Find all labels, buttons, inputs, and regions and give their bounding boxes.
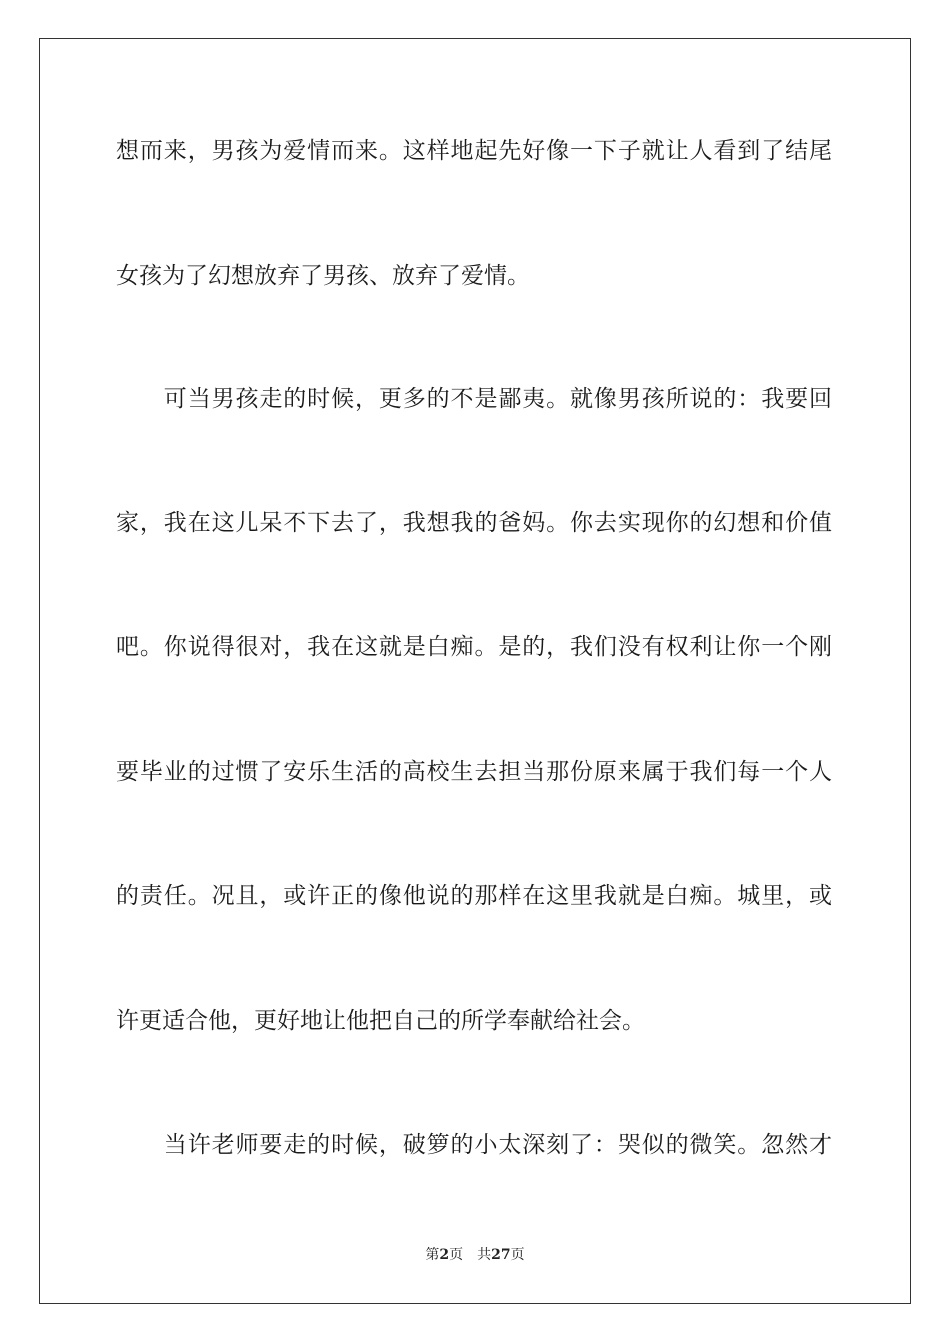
text-line-3: 可当男孩走的时候，更多的不是鄙夷。就像男孩所说的：我要回 — [116, 386, 832, 412]
footer-total-suffix: 页 — [510, 1247, 525, 1263]
footer-page-suffix: 页 — [449, 1247, 464, 1263]
text-line-9: 当许老师要走的时候，破箩的小太深刻了：哭似的微笑。忽然才 — [116, 1132, 832, 1158]
footer-total-prefix: 共 — [477, 1247, 492, 1263]
footer-page-current: 2 — [439, 1247, 450, 1263]
text-line-8: 许更适合他，更好地让他把自己的所学奉献给社会。 — [116, 1008, 645, 1034]
text-line-5: 吧。你说得很对，我在这就是白痴。是的，我们没有权利让你一个刚 — [116, 634, 832, 660]
footer-page-prefix: 第 — [425, 1247, 440, 1263]
page-border — [39, 38, 911, 1304]
text-line-6: 要毕业的过惯了安乐生活的高校生去担当那份原来属于我们每一个人 — [116, 759, 832, 785]
text-line-2: 女孩为了幻想放弃了男孩、放弃了爱情。 — [116, 263, 530, 289]
footer-page-total: 27 — [491, 1247, 511, 1263]
text-line-7: 的责任。况且，或许正的像他说的那样在这里我就是白痴。城里，或 — [116, 883, 832, 909]
page-footer — [0, 1245, 950, 1265]
text-line-1: 想而来，男孩为爱情而来。这样地起先好像一下子就让人看到了结尾 — [116, 138, 832, 164]
text-line-4: 家，我在这儿呆不下去了，我想我的爸妈。你去实现你的幻想和价值 — [116, 510, 832, 536]
